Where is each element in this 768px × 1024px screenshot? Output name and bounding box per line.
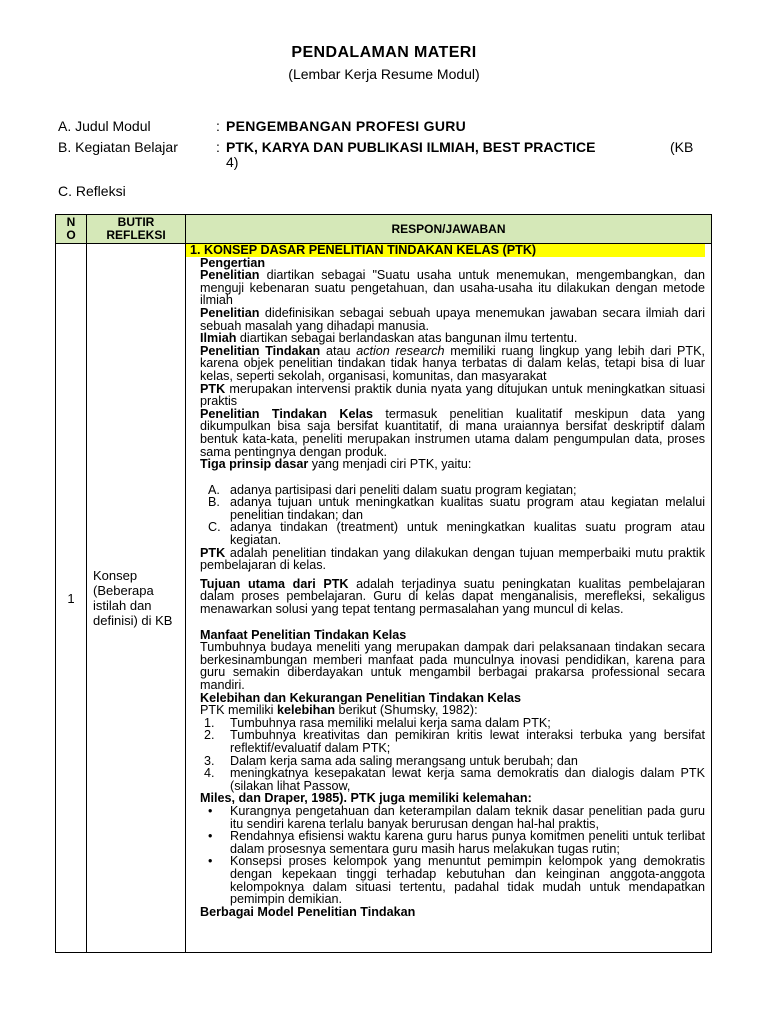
refleksi-label: C. Refleksi [58, 183, 126, 199]
prinsip-list [200, 484, 705, 547]
list-item: C. adanya tindakan (treatment) untuk meningkatkan kualitas suatu program atau kegiatan. [208, 520, 705, 548]
list-item: B. adanya tujuan untuk meningkatkan kualitas suatu program atau kegiatan melalui penelitian tindakan; dan [208, 495, 705, 522]
spacer [200, 616, 705, 629]
kelemahan-list [200, 805, 705, 906]
paragraph: Tiga prinsip dasar yang menjadi ciri PTK, yaitu: [200, 457, 472, 472]
subheading-kelemahan: Miles, dan Draper, 1985). PTK juga memiliki kelemahan: [200, 791, 532, 806]
kegiatan-belajar-value: PTK, KARYA DAN PUBLIKASI ILMIAH, BEST PRACTICE [226, 139, 596, 155]
kelebihan-list [200, 717, 705, 793]
kegiatan-belajar-colon: : [216, 139, 220, 155]
list-item: 4. meningkatnya kesepakatan lewat kerja sama demokratis dan dialogis dalam PTK (silakan lihat Passow, [204, 766, 705, 793]
paragraph: Penelitian didefinisikan sebagai sebuah upaya menemukan jawaban secara ilmiah dari sebuah masalah yang dihadapi manusia. [200, 305, 705, 333]
paragraph: PTK memiliki kelebihan berikut (Shumsky, 1982): [200, 703, 478, 718]
paragraph: Tumbuhnya budaya meneliti yang merupakan dampak dari pelaksanaan tindakan secara berkesinambungan memberi manfaat pada munculnya inovasi pendidikan, karena para guru semakin diberdayakan untuk mengambil berbagai prakarsa professional secara mandiri. [200, 640, 705, 692]
paragraph: PTK merupakan intervensi praktik dunia nyata yang ditujukan untuk meningkatkan situasi praktis [200, 381, 705, 409]
subheading-manfaat: Manfaat Penelitian Tindakan Kelas [200, 627, 407, 642]
subheading-pengertian: Pengertian [200, 255, 266, 270]
judul-modul-label: A. Judul Modul [58, 118, 151, 134]
list-item: 3. Dalam kerja sama ada saling merangsang untuk berubah; dan [204, 753, 578, 768]
paragraph: Ilmiah diartikan sebagai berlandaskan atas bangunan ilmu tertentu. [200, 331, 578, 346]
list-item: 2. Tumbuhnya kreativitas dan pemikiran kritis lewat interaksi terbuka yang bersifat reflektif/evaluatif dalam PTK; [204, 728, 705, 755]
kegiatan-belajar-kb: (KB [670, 139, 694, 155]
header-butir: BUTIR REFLEKSI [87, 215, 186, 244]
paragraph: PTK adalah penelitian tindakan yang dilakukan dengan tujuan memperbaiki mutu praktik pembelajaran di kelas. [200, 545, 705, 573]
subheading-kelebihan: Kelebihan dan Kekurangan Penelitian Tindakan Kelas [200, 690, 521, 705]
table-row [56, 244, 712, 953]
header-no: N O [56, 215, 87, 244]
judul-modul-value: PENGEMBANGAN PROFESI GURU [226, 118, 467, 134]
list-item: • Rendahnya efisiensi waktu karena guru harus punya komitmen peneliti untuk terlibat dalam prosesnya sementara guru masih harus melakukan tugas rutin; [208, 829, 705, 856]
section-heading-highlighted: 1. KONSEP DASAR PENELITIAN TINDAKAN KELAS (PTK) [186, 244, 705, 257]
list-item: A. adanya partisipasi dari peneliti dalam suatu program kegiatan; [208, 482, 577, 497]
document-title: PENDALAMAN MATERI [291, 44, 477, 61]
list-item: • Konsepsi proses kelompok yang menuntut pemimpin kelompok yang demokratis dengan kepekaan tinggi terhadap kebutuhan dan keinginan anggota-anggota kelompoknya dalam situasi tertentu, padahal tidak mudah untuk mendapatkan pemimpin demikian. [208, 854, 705, 907]
kegiatan-belajar-label: B. Kegiatan Belajar [58, 139, 178, 155]
row-number: 1 [56, 244, 87, 953]
list-item: 1. Tumbuhnya rasa memiliki melalui kerja sama dalam PTK; [204, 715, 551, 730]
row-respon [186, 244, 712, 953]
paragraph: Penelitian Tindakan Kelas termasuk penelitian kualitatif meskipun data yang dikumpulkan bisa saja bersifat kuantitatif, di mana uraiannya bersifat deskriptif dalam bentuk kata-kata, peneliti merupakan instrumen utama dalam pengumpulan data, proses sama pentingnya dengan produk. [200, 406, 705, 459]
kegiatan-belajar-kb-number: 4) [226, 154, 239, 170]
header-respon: RESPON/JAWABAN [186, 215, 712, 244]
subheading-model: Berbagai Model Penelitian Tindakan [200, 904, 416, 919]
paragraph: Penelitian Tindakan atau action research memiliki ruang lingkup yang lebih dari PTK, karena objek penelitian tindakan tidak hanya terbatas di dalam kelas, tetapi bisa di luar kelas, seperti sekolah, organisasi, komunitas, dan masyarakat [200, 343, 706, 383]
list-item: • Kurangnya pengetahuan dan keterampilan dalam teknik dasar penelitian pada guru itu sendiri karena terlalu banyak berurusan dengan hal-hal praktis, [208, 803, 705, 831]
judul-modul-colon: : [216, 118, 220, 134]
table-header-row [56, 215, 712, 244]
document-subtitle: (Lembar Kerja Resume Modul) [288, 66, 480, 82]
refleksi-table [55, 214, 712, 953]
paragraph: Penelitian diartikan sebagai "Suatu usaha untuk menemukan, mengembangkan, dan menguji kebenaran suatu pengetahuan, dan usaha-usaha itu dilakukan dengan metode ilmiah [200, 268, 705, 308]
paragraph: Tujuan utama dari PTK adalah terjadinya suatu peningkatan kualitas pembelajaran dalam proses pembelajaran. Guru di kelas dapat menganalisis, merefleksi, sekaligus menawarkan solusi yang tepat tentang permasalahan yang muncul di kelas. [200, 576, 705, 617]
row-butir: Konsep (Beberapa istilah dan definisi) di KB [87, 244, 186, 953]
